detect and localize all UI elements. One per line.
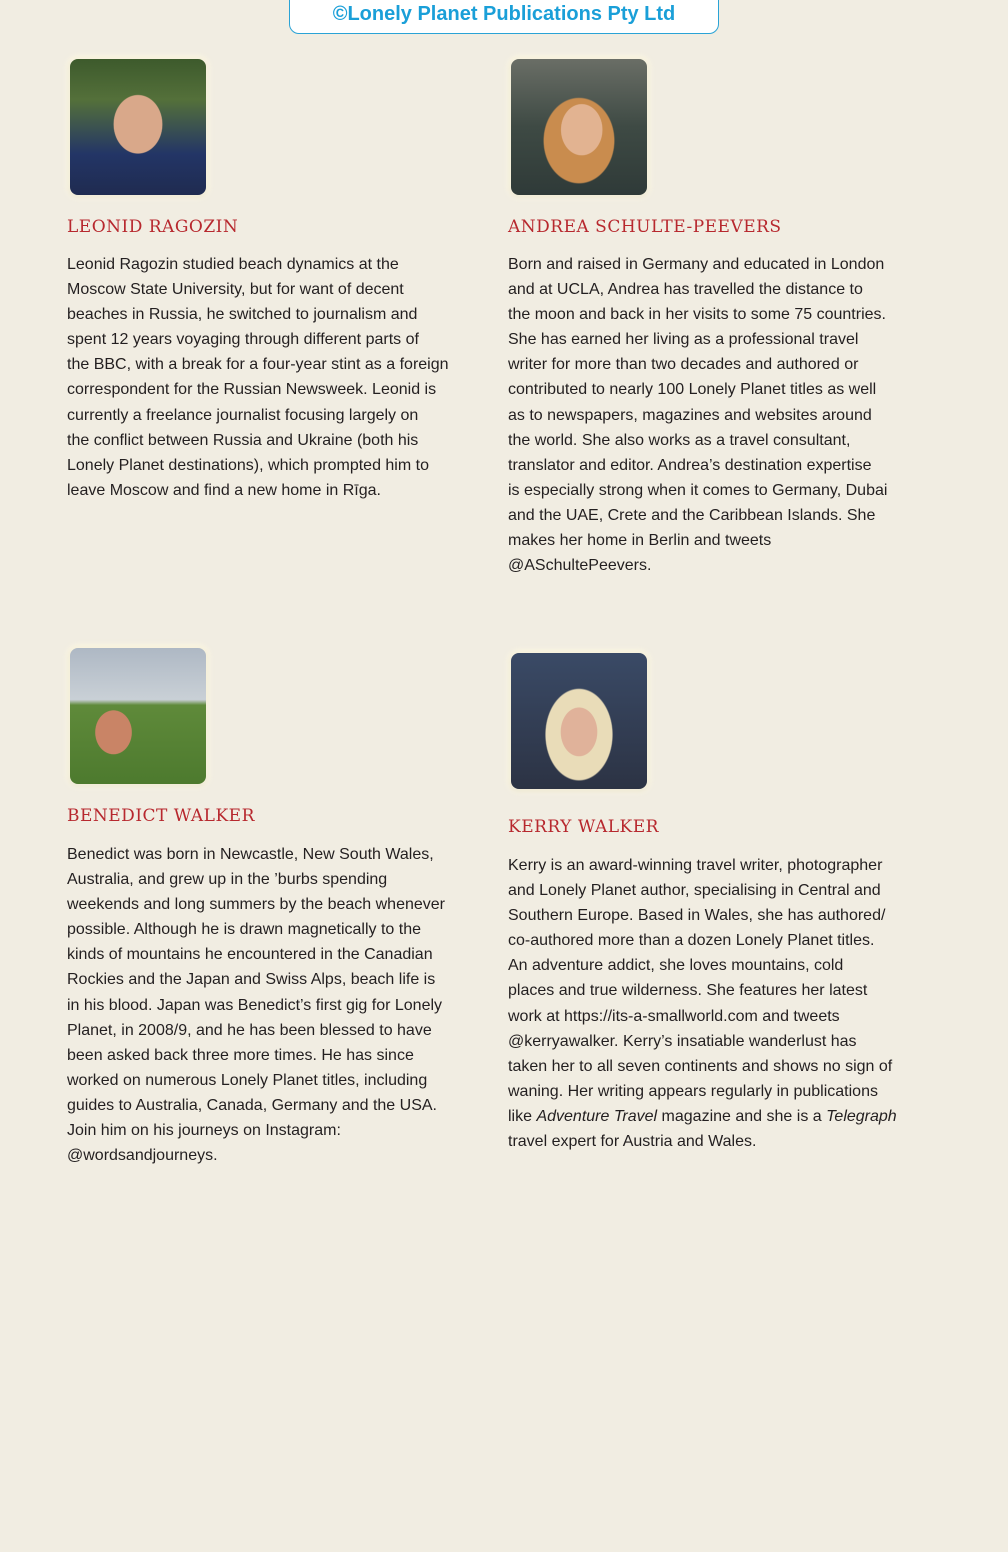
publication-telegraph: Telegraph	[826, 1107, 897, 1125]
bio-line: Benedict was born in Newcastle, New South Wales,	[67, 846, 434, 863]
bio-line: Kerry is an award-winning travel writer, photographer	[508, 857, 883, 874]
author-bio	[508, 853, 918, 1154]
bio-line: the world. She also works as a travel consultant,	[508, 431, 851, 449]
author-bio	[508, 252, 918, 578]
bio-line: An adventure addict, she loves mountains, cold	[508, 957, 844, 975]
author-bio	[67, 842, 477, 1168]
bio-line: Leonid Ragozin studied beach dynamics at the	[67, 256, 399, 273]
bio-line: work at https://its-a-smallworld.com and tweets	[508, 1007, 840, 1025]
bio-line: contributed to nearly 100 Lonely Planet titles as well	[508, 381, 877, 399]
bio-lines	[508, 853, 918, 1104]
bio-line: writer for more than two decades and authored or	[508, 356, 859, 374]
author-photo	[70, 59, 206, 195]
bio-line: translator and editor. Andrea’s destination expertise	[508, 456, 872, 474]
bio-line: the BBC, with a break for a four-year stint as a foreign	[67, 356, 449, 374]
author-photo	[511, 653, 647, 789]
bio-line: guides to Australia, Canada, Germany and the USA.	[67, 1096, 437, 1114]
bio-line: the moon and back in her visits to some 75 countries.	[508, 306, 886, 324]
bio-line: in his blood. Japan was Benedict’s first gig for Lonely	[67, 996, 443, 1014]
bio-line: and Lonely Planet author, specialising in Central and	[508, 882, 881, 900]
author-bio	[67, 252, 477, 503]
bio-line: Australia, and grew up in the ’burbs spending	[67, 871, 388, 889]
bio-line: currently a freelance journalist focusing largely on	[67, 406, 419, 424]
bio-line: spent 12 years voyaging through different parts of	[67, 331, 419, 349]
author-name: KERRY WALKER	[508, 817, 659, 837]
bio-line: and at UCLA, Andrea has travelled the distance to	[508, 281, 863, 299]
bio-line: leave Moscow and find a new home in Rīga.	[67, 481, 381, 499]
publication-adventure-travel: Adventure Travel	[536, 1107, 658, 1125]
author-andrea-schulte-peevers	[508, 59, 908, 575]
bio-line: Lonely Planet destinations), which prompted him to	[67, 456, 429, 474]
bio-line: and the UAE, Crete and the Caribbean Islands. She	[508, 506, 876, 524]
bio-line: kinds of mountains he encountered in the Canadian	[67, 946, 433, 964]
bio-line: weekends and long summers by the beach whenever	[67, 896, 445, 914]
bio-line: been asked back three more times. He has since	[67, 1046, 414, 1064]
bio-line: waning. Her writing appears regularly in publications	[508, 1082, 878, 1100]
author-photo	[70, 648, 206, 784]
bio-line: @kerryawalker. Kerry’s insatiable wanderlust has	[508, 1032, 857, 1050]
bio-line: Moscow State University, but for want of decent	[67, 281, 404, 299]
bio-line: places and true wilderness. She features her latest	[508, 982, 868, 1000]
bio-line: as to newspapers, magazines and websites around	[508, 406, 872, 424]
author-kerry-walker	[508, 653, 908, 1151]
bio-line: like Adventure Travel magazine and she is a Telegraph	[508, 1107, 897, 1125]
bio-line: is especially strong when it comes to Germany, Dubai	[508, 481, 888, 499]
bio-line: worked on numerous Lonely Planet titles, including	[67, 1071, 428, 1089]
bio-line: possible. Although he is drawn magnetically to the	[67, 921, 421, 939]
bio-line: Southern Europe. Based in Wales, she has authored/	[508, 907, 886, 925]
author-photo	[511, 59, 647, 195]
bio-line: the conflict between Russia and Ukraine (both his	[67, 431, 419, 449]
author-benedict-walker	[67, 648, 467, 1165]
bio-line: taken her to all seven continents and shows no sign of	[508, 1057, 893, 1075]
copyright-banner: ©Lonely Planet Publications Pty Ltd	[289, 0, 719, 34]
bio-line: co-authored more than a dozen Lonely Planet titles.	[508, 932, 875, 950]
bio-line: @wordsandjourneys.	[67, 1147, 218, 1165]
author-name: BENEDICT WALKER	[67, 806, 255, 826]
bio-line: Planet, in 2008/9, and he has been blessed to have	[67, 1021, 432, 1039]
bio-line: beaches in Russia, he switched to journalism and	[67, 306, 418, 324]
bio-line: She has earned her living as a professional travel	[508, 331, 859, 349]
bio-line: travel expert for Austria and Wales.	[508, 1133, 757, 1151]
author-name: ANDREA SCHULTE-PEEVERS	[508, 217, 782, 237]
bio-line: correspondent for the Russian Newsweek. Leonid is	[67, 381, 437, 399]
bio-line: Born and raised in Germany and educated in London	[508, 256, 885, 273]
author-name: LEONID RAGOZIN	[67, 217, 239, 237]
bio-line: Rockies and the Japan and Swiss Alps, beach life is	[67, 971, 436, 989]
bio-line: makes her home in Berlin and tweets	[508, 532, 772, 550]
bio-line: @ASchultePeevers.	[508, 557, 652, 575]
bio-line: Join him on his journeys on Instagram:	[67, 1122, 341, 1140]
author-leonid-ragozin	[67, 59, 467, 499]
